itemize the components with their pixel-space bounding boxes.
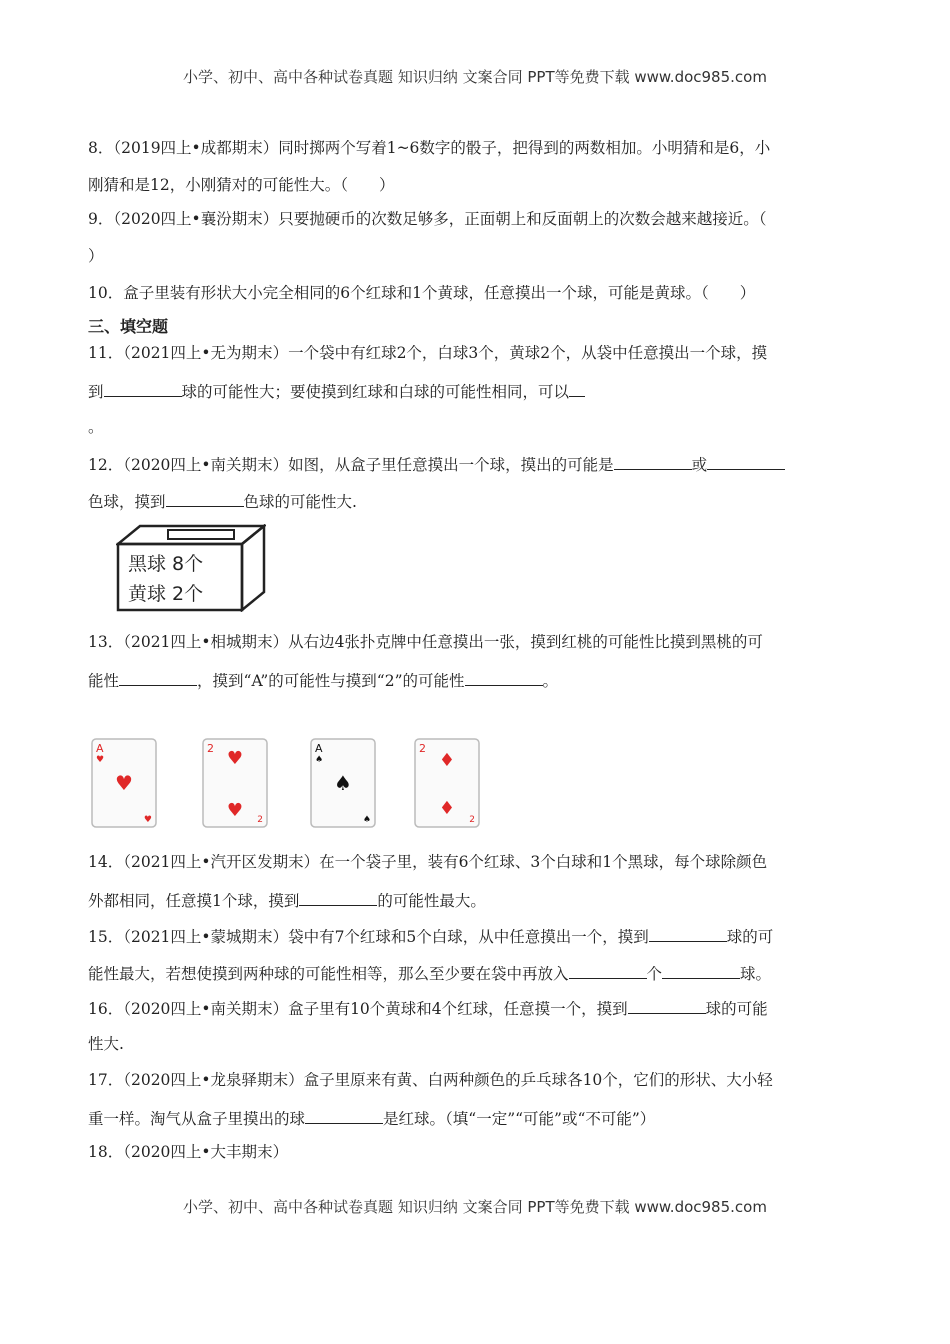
ball-box-figure <box>116 524 266 612</box>
card-suit-small-icon: ♥ <box>143 815 152 825</box>
q12-line1 <box>88 452 785 476</box>
q12-text-b: 或 <box>691 456 708 474</box>
q14-line2 <box>88 888 486 912</box>
q11-blank-1[interactable] <box>104 379 182 397</box>
q13-blank-1[interactable] <box>119 668 197 686</box>
box-label-yellow: 黄球 2个 <box>128 583 204 605</box>
q15-blank-3[interactable] <box>662 961 740 979</box>
q10-line1: 10．盒子里装有形状大小完全相同的6个红球和1个黄球，任意摸出一个球，可能是黄球。（ ） <box>88 284 756 302</box>
box-label-black: 黑球 8个 <box>128 553 204 575</box>
q14-text-b: 的可能性最大。 <box>377 892 486 910</box>
q14-line1: 14．（2021四上•汽开区发期末）在一个袋子里，装有6个红球、3个白球和1个黑球，每个球除颜色 <box>88 853 768 871</box>
card-rank-top: A <box>96 742 104 755</box>
q16-line2: 性大. <box>88 1035 124 1053</box>
q14-text-a: 外都相同，任意摸1个球，摸到 <box>88 892 300 910</box>
card-rank-top: A <box>315 742 323 755</box>
q17-blank-1[interactable] <box>305 1106 383 1124</box>
playing-cards <box>88 738 508 838</box>
card-ace-hearts <box>91 738 157 828</box>
q12-text-a: 12．（2020四上•南关期末）如图，从盒子里任意摸出一个球，摸出的可能是 <box>88 456 614 474</box>
page-header: 小学、初中、高中各种试卷真题 知识归纳 文案合同 PPT等免费下载 www.doc985.com <box>183 68 767 86</box>
q17-line2 <box>88 1106 655 1130</box>
card-suit-small-icon: ♠ <box>315 755 324 765</box>
box-top <box>118 526 264 544</box>
diamond-icon: ♦ <box>438 750 456 771</box>
card-rank-bottom: 2 <box>469 815 475 825</box>
q8-line1: 8．（2019四上•成都期末）同时掷两个写着1~6数字的骰子，把得到的两数相加。小明猜和是6，小 <box>88 139 771 157</box>
q11-line2 <box>88 379 585 403</box>
q17-text-b: 是红球。（填“一定”“可能”或“不可能”） <box>383 1110 656 1128</box>
q14-blank-1[interactable] <box>299 888 377 906</box>
q15-blank-1[interactable] <box>649 924 727 942</box>
q13-blank-2[interactable] <box>465 668 543 686</box>
heart-icon: ♥ <box>115 771 133 795</box>
q11-line1: 11．（2021四上•无为期末）一个袋中有红球2个，白球3个，黄球2个，从袋中任意摸出一个球，摸 <box>88 344 768 362</box>
heart-icon: ♥ <box>226 748 244 769</box>
card-rank-top: 2 <box>207 742 214 755</box>
q11-blank-2[interactable] <box>569 379 585 397</box>
q13-line2 <box>88 668 558 692</box>
q13-line1: 13．（2021四上•相城期末）从右边4张扑克牌中任意摸出一张，摸到红桃的可能性比摸到黑桃的可 <box>88 633 763 651</box>
q11-text-b: 球的可能性大；要使摸到红球和白球的可能性相同，可以 <box>181 383 570 401</box>
q13-text-b: ，摸到“A”的可能性与摸到“2”的可能性 <box>197 672 465 690</box>
q9-line2: ） <box>88 247 104 265</box>
q11-line3: 。 <box>88 418 104 436</box>
q9-line1: 9．（2020四上•襄汾期末）只要抛硬币的次数足够多，正面朝上和反面朝上的次数会越来越接近。（ <box>88 210 767 228</box>
q16-text-a: 16．（2020四上•南关期末）盒子里有10个黄球和4个红球，任意摸一个，摸到 <box>88 1000 628 1018</box>
q15-text-b: 球的可 <box>726 928 774 946</box>
q8-line2: 刚猜和是12，小刚猜对的可能性大。（ ） <box>88 176 395 194</box>
card-rank-bottom: 2 <box>257 815 263 825</box>
q12-blank-3[interactable] <box>166 489 244 507</box>
diamond-icon: ♦ <box>438 798 456 819</box>
heart-icon: ♥ <box>226 800 244 821</box>
q15-line2 <box>88 961 771 985</box>
q15-text-d: 个 <box>646 965 663 983</box>
q12-line2 <box>88 489 357 513</box>
q12-text-c: 色球，摸到 <box>88 493 166 511</box>
q16-line1 <box>88 996 768 1020</box>
q13-text-a: 能性 <box>88 672 120 690</box>
q12-blank-1[interactable] <box>614 452 692 470</box>
q15-line1 <box>88 924 773 948</box>
card-rank-top: 2 <box>419 742 426 755</box>
card-two-diamonds <box>414 738 480 828</box>
q17-line1: 17．（2020四上•龙泉驿期末）盒子里原来有黄、白两种颜色的乒乓球各10个，它们的形状、大小轻 <box>88 1071 773 1089</box>
q12-blank-2[interactable] <box>707 452 785 470</box>
q18-line1: 18．（2020四上•大丰期末） <box>88 1143 289 1161</box>
page-footer: 小学、初中、高中各种试卷真题 知识归纳 文案合同 PPT等免费下载 www.doc985.com <box>183 1198 767 1216</box>
spade-icon: ♠ <box>334 771 352 795</box>
q11-text-a: 到 <box>88 383 104 401</box>
q16-text-b: 球的可能 <box>705 1000 768 1018</box>
q15-text-e: 球。 <box>740 965 772 983</box>
q15-text-a: 15．（2021四上•蒙城期末）袋中有7个红球和5个白球，从中任意摸出一个，摸到 <box>88 928 649 946</box>
card-suit-small-icon: ♥ <box>96 755 105 765</box>
card-suit-small-icon: ♠ <box>362 815 371 825</box>
q12-text-d: 色球的可能性大. <box>243 493 357 511</box>
box-slot <box>168 530 234 539</box>
section-heading: 三、填空题 <box>88 317 169 336</box>
box-side <box>242 526 264 610</box>
q15-text-c: 能性最大，若想使摸到两种球的可能性相等，那么至少要在袋中再放入 <box>88 965 569 983</box>
q15-blank-2[interactable] <box>569 961 647 979</box>
q13-text-c: 。 <box>542 672 559 690</box>
q16-blank-1[interactable] <box>628 996 706 1014</box>
card-ace-spades <box>310 738 376 828</box>
q17-text-a: 重一样。淘气从盒子里摸出的球 <box>88 1110 306 1128</box>
card-two-hearts <box>202 738 268 828</box>
